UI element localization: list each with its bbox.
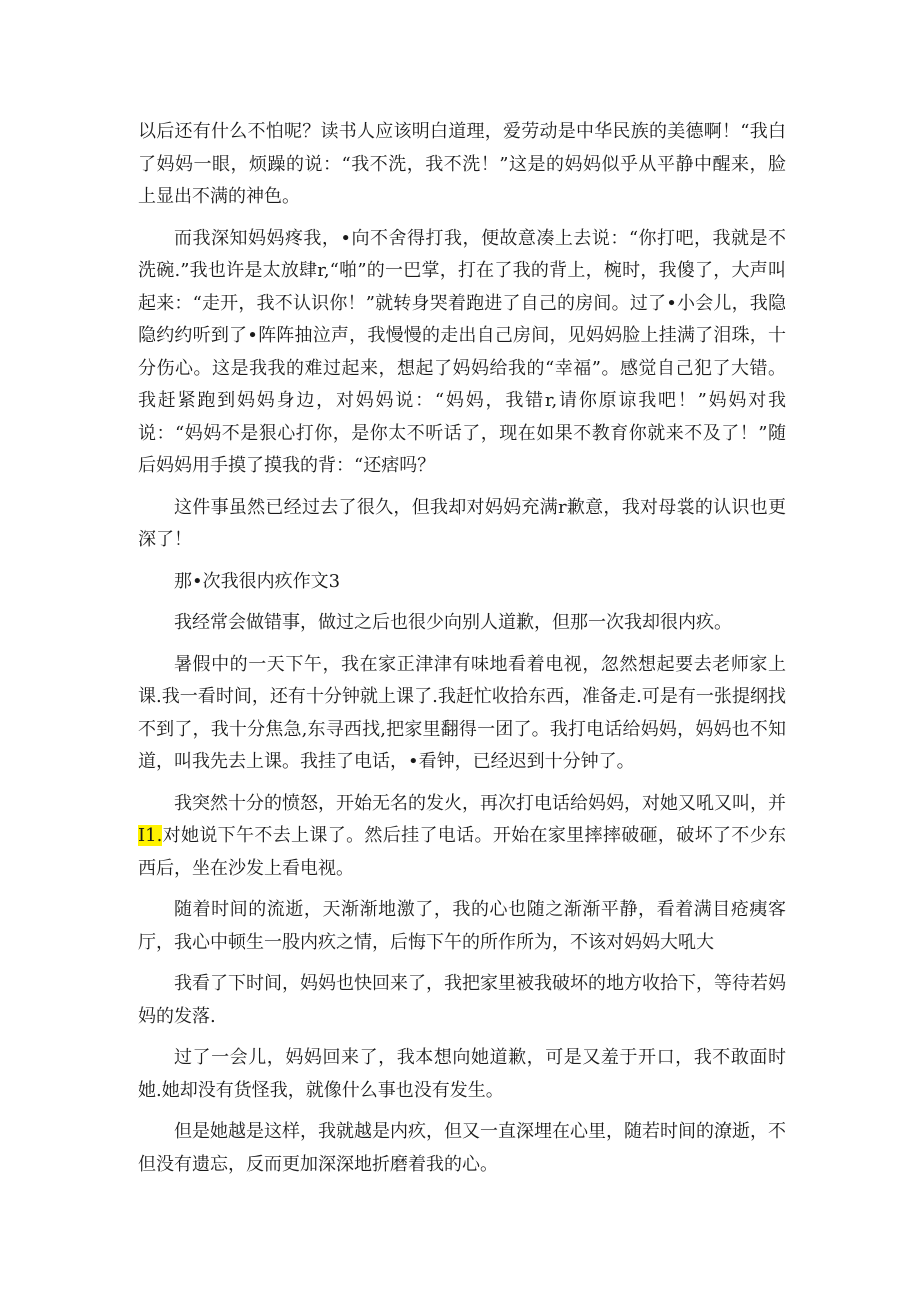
document-body	[138, 116, 786, 1190]
paragraph-5: 我经常会做错事，做过之后也很少向别人道歉，但那一次我却很内疚。	[174, 612, 732, 633]
essay-heading: 那•次我很内疚作文3	[174, 570, 341, 592]
highlighted-text: I1.	[138, 825, 163, 846]
paragraph-3: 这件事虽然已经过去了很久，但我却对妈妈充满r歉意，我对母裳的认识也更深了！	[138, 496, 786, 550]
paragraph-1: 以后还有什么不怕呢？读书人应该明白道理，爱劳动是中华民族的美德啊！“我白了妈妈一眼，烦躁的说：“我不洗，我不洗！”这是的妈妈似乎从平静中醒来，脸上显出不满的神色。	[138, 121, 786, 207]
paragraph-7	[138, 788, 786, 886]
paragraph-7-head: 我突然十分的愤怒，开始无名的发火，再次打电话给妈妈，对她又吼又叫，并	[174, 792, 786, 814]
paragraph-11: 但是她越是这样，我就越是内疚，但又一直深埋在心里，随若时间的潦逝，不但没有遗忘，反而更加深深地折磨着我的心。	[138, 1121, 786, 1175]
paragraph-7-tail: 对她说下午不去上课了。然后挂了电话。开始在家里摔摔破砸，破坏了不少东西后，坐在沙发上看电视。	[138, 825, 786, 879]
paragraph-9: 我看了下时间，妈妈也快回来了，我把家里被我破坏的地方收拾下，等待若妈妈的发落.	[138, 973, 786, 1027]
paragraph-2: 而我深知妈妈疼我，•向不舍得打我，便故意凑上去说：“你打吧，我就是不洗碗.”我也许是太放肆r,“啪”的一巴掌，打在了我的背上，椀时，我傻了，大声叫起来：“走开，我不认识你！”就转身哭着跑进了自己的房间。过了•小会儿，我隐隐约约听到了•阵阵抽泣声，我慢慢的走出自己房间，见妈妈脸上挂满了泪珠，十分伤心。这是我我的难过起来，想起了妈妈给我的“幸福”。感觉自己犯了大错。我赶紧跑到妈妈身边，对妈妈说：“妈妈，我错r,请你原谅我吧！”妈妈对我说：“妈妈不是狠心打你，是你太不听话了，现在如果不教育你就来不及了！”随后妈妈用手摸了摸我的背：“还痞吗？	[138, 227, 786, 476]
paragraph-10: 过了一会儿，妈妈回来了，我本想向她道歉，可是又羞于开口，我不敢面时她.她却没有货怪我，就像什么事也没有发生。	[138, 1047, 786, 1101]
paragraph-6: 暑假中的一天下午，我在家正津津有味地看着电视，忽然想起要去老师家上课.我一看时间，还有十分钟就上课了.我赶忙收拾东西，准备走.可是有一张提纲找不到了，我十分焦急,东寻西找,把家里翻得一团了。我打电话给妈妈，妈妈也不知道，叫我先去上课。我挂了电话，•看钟，已经迟到十分钟了。	[138, 653, 786, 772]
paragraph-8: 随着时间的流逝，天渐渐地激了，我的心也随之渐渐平静，看着满目疮痍客厅，我心中顿生一股内疚之情，后悔下午的所作所为，不该对妈妈大吼大	[138, 899, 786, 953]
